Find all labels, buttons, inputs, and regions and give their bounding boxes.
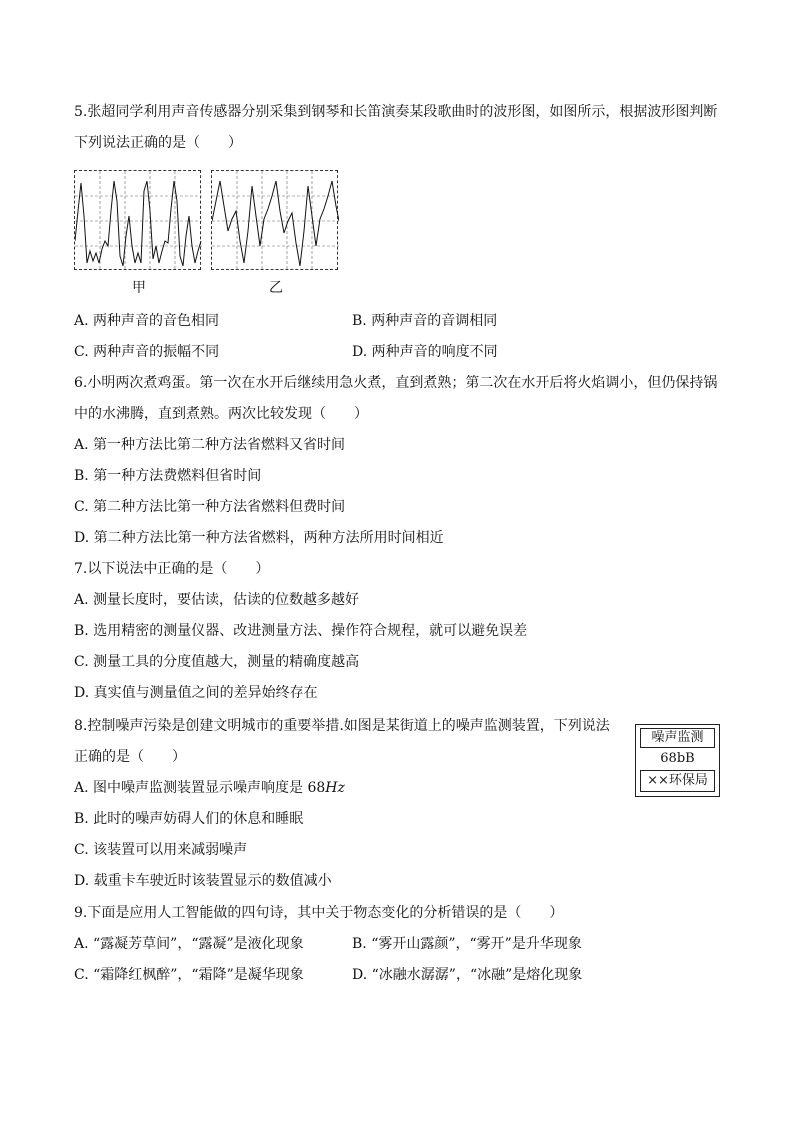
q7-option-c[interactable]: C. 测量工具的分度值越大，测量的精确度越高	[74, 654, 360, 670]
q6-stem-line1: 6.小明两次煮鸡蛋。第一次在水开后继续用急火煮，直到煮熟；第二次在水开后将火焰调小，但仍保持锅	[74, 375, 718, 391]
noise-monitor-reading: 68bB	[660, 751, 695, 766]
q5-option-d[interactable]: D. 两种声音的响度不同	[352, 344, 498, 360]
q6-option-d[interactable]: D. 第二种方法比第一种方法省燃料，两种方法所用时间相近	[74, 530, 444, 546]
waveform-jia	[74, 170, 201, 270]
q9-option-b[interactable]: B. “雾开山露颜”，“雾开”是升华现象	[352, 936, 582, 952]
q9-stem: 9.下面是应用人工智能做的四句诗，其中关于物态变化的分析错误的是（ ）	[74, 905, 564, 921]
q6-option-c[interactable]: C. 第二种方法比第一种方法省燃料但费时间	[74, 499, 346, 515]
q7-option-a[interactable]: A. 测量长度时，要估读，估读的位数越多越好	[74, 592, 360, 608]
noise-monitor-device	[635, 724, 720, 797]
q5-stem-line1: 5.张超同学利用声音传感器分别采集到钢琴和长笛演奏某段歌曲时的波形图，如图所示，根据波形图判断	[74, 104, 718, 120]
q7-option-d[interactable]: D. 真实值与测量值之间的差异始终存在	[74, 685, 318, 701]
q5-option-c[interactable]: C. 两种声音的振幅不同	[74, 344, 220, 360]
noise-monitor-title: 噪声监测	[640, 728, 715, 748]
q8-option-a-text: A. 图中噪声监测装置显示噪声响度是 68	[74, 780, 326, 796]
q8-option-a-unit: Hz	[325, 780, 345, 796]
q7-option-b[interactable]: B. 选用精密的测量仪器、改进测量方法、操作符合规程，就可以避免误差	[74, 623, 528, 639]
q6-stem-line2: 中的水沸腾，直到煮熟。两次比较发现（ ）	[74, 406, 368, 422]
q9-option-d[interactable]: D. “冰融水潺潺”，“冰融”是熔化现象	[352, 967, 583, 983]
q6-option-a[interactable]: A. 第一种方法比第二种方法省燃料又省时间	[74, 437, 346, 453]
q5-option-b[interactable]: B. 两种声音的音调相同	[352, 313, 498, 329]
q5-option-a[interactable]: A. 两种声音的音色相同	[74, 313, 220, 329]
q8-stem-line1: 8.控制噪声污染是创建文明城市的重要举措.如图是某街道上的噪声监测装置，下列说法	[74, 718, 610, 734]
noise-monitor-org: ××环保局	[640, 770, 715, 792]
q8-option-b[interactable]: B. 此时的噪声妨碍人们的休息和睡眠	[74, 811, 304, 827]
q5-stem-line2: 下列说法正确的是（ ）	[74, 135, 242, 151]
q7-stem: 7.以下说法中正确的是（ ）	[74, 561, 270, 577]
q8-option-d[interactable]: D. 载重卡车驶近时该装置显示的数值减小	[74, 873, 332, 889]
q9-option-a[interactable]: A. “露凝芳草间”，“露凝”是液化现象	[74, 936, 304, 952]
figure-label-jia: 甲	[132, 280, 146, 296]
q8-option-a[interactable]	[74, 778, 345, 798]
q8-stem-line2: 正确的是（ ）	[74, 749, 186, 765]
q9-option-c[interactable]: C. “霜降红枫醉”，“霜降”是凝华现象	[74, 967, 304, 983]
waveform-yi	[211, 170, 338, 270]
q8-option-c[interactable]: C. 该装置可以用来减弱噪声	[74, 842, 248, 858]
figure-label-yi: 乙	[269, 280, 283, 296]
q6-option-b[interactable]: B. 第一种方法费燃料但省时间	[74, 468, 262, 484]
